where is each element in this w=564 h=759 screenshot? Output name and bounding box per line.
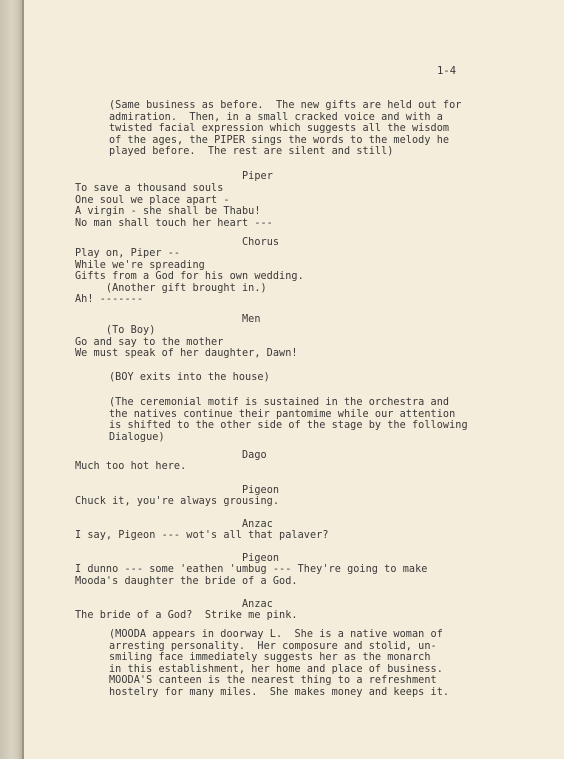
speaker-anzac-1: Anzac bbox=[242, 519, 273, 530]
speaker-piper: Piper bbox=[242, 171, 273, 182]
dialogue-pigeon-1: Chuck it, you're always grousing. bbox=[75, 496, 280, 507]
speaker-men: Men bbox=[242, 314, 261, 325]
speaker-anzac-2: Anzac bbox=[242, 599, 273, 610]
dialogue-anzac-2: The bride of a God? Strike me pink. bbox=[75, 610, 298, 621]
stage-direction-2: (BOY exits into the house) bbox=[109, 372, 270, 383]
speaker-pigeon-2: Pigeon bbox=[242, 553, 280, 564]
stage-direction-1: (Same business as before. The new gifts are held out for admiration. Then, in a small cracked voice and with a twisted facial expression which suggests all the wisdom of the ages, the PIPER sings the words to the melody he played before. The rest are silent and still) bbox=[109, 100, 462, 158]
speaker-chorus: Chorus bbox=[242, 237, 280, 248]
dialogue-dago: Much too hot here. bbox=[75, 461, 187, 472]
speaker-dago: Dago bbox=[242, 450, 267, 461]
book-binding bbox=[0, 0, 22, 759]
speaker-pigeon-1: Pigeon bbox=[242, 485, 280, 496]
dialogue-chorus: Play on, Piper -- While we're spreading Gifts from a God for his own wedding. (Another gift brought in.) Ah! ------- bbox=[75, 248, 304, 306]
dialogue-pigeon-2: I dunno --- some 'eathen 'umbug --- They're going to make Mooda's daughter the bride of a God. bbox=[75, 564, 428, 587]
dialogue-anzac-1: I say, Pigeon --- wot's all that palaver? bbox=[75, 530, 329, 541]
dialogue-piper: To save a thousand souls One soul we place apart - A virgin - she shall be Thabu! No man shall touch her heart --- bbox=[75, 183, 273, 229]
page-number: 1-4 bbox=[437, 65, 457, 77]
stage-direction-3: (The ceremonial motif is sustained in the orchestra and the natives continue their pantomime while our attention is shifted to the other side of the stage by the following Dialogue) bbox=[109, 397, 468, 443]
stage-direction-4: (MOODA appears in doorway L. She is a native woman of arresting personality. Her composure and stolid, un- smiling face immediately suggests her as the monarch in this establishment, her home and place of business. MOODA'S canteen is the nearest thing to a refreshment hostelry for many miles. She makes money and keeps it. bbox=[109, 629, 450, 698]
dialogue-men: (To Boy) Go and say to the mother We must speak of her daughter, Dawn! bbox=[75, 325, 298, 360]
